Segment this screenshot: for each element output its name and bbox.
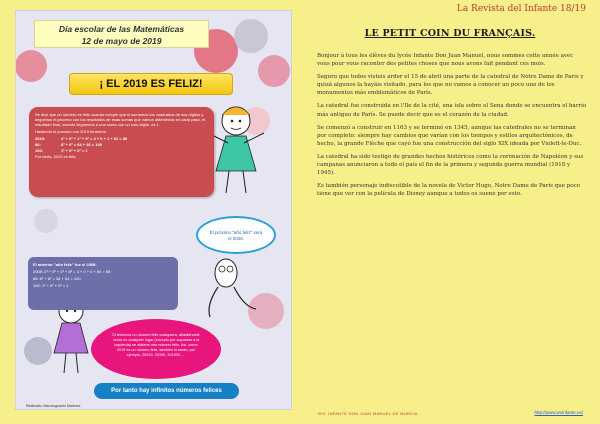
poster-title-line1: Día escolar de las Matemáticas <box>58 24 185 34</box>
happy-year-banner: ¡ EL 2019 ES FELIZ! <box>69 73 233 95</box>
explanation-conclusion: Por tanto, 2019 es feliz. <box>35 154 78 159</box>
math-poster <box>15 10 292 410</box>
girl-figure-bottom <box>54 299 88 373</box>
article-paragraph: La catedral fue construida en l'Ile de la cité, una isla sobre el Sena donde se encuentra el barrio más antiguo de París. Se puede decir que es el corazón de la ciudad. <box>317 103 587 118</box>
happy-number-explanation <box>29 107 214 197</box>
explanation-process: Haciendo el proceso con 2019 tenemos: <box>35 129 107 134</box>
previous-year-line: 68: 6² + 8² = 36 + 64 = 100 <box>33 276 81 281</box>
article-paragraph: Se comenzó a construir en 1163 y se terminó en 1345, aunque las catedrales no se terminan por completo: siempre hay cambios que varían con los tiempos y estilos arquitectónicos, de hecho, la grande Flèche que cayó fue una construcción del siglo XIX ideada por Violett-le-Duc. <box>317 124 582 147</box>
poster-author: Realizado: Macotoguardo Martínez <box>26 404 81 408</box>
article-paragraph: Es también personaje indiscutible de la novela de Victor Hugo, Notre Dame de Paris que poco tiene que ver con la película de Disney aunque a todos os suene por esto. <box>317 183 580 198</box>
article-paragraph: Seguro que todos visteis arder el 15 de abril una parte de la catedral de Notre Dame de Paris y quizá algunos la hayáis visitado, para los que no vamos a conocer un poco uno de los monumentos más emblemáticos de París. <box>317 74 584 97</box>
journal-header: La Revista del Infante 18/19 <box>456 4 586 14</box>
previous-year-title: El anterior "año feliz" fue el 2008: <box>33 262 97 267</box>
step-row: 2019: 2² + 0² + 1² + 9² = 4 + 0 + 1 + 81 = 86 <box>35 136 128 141</box>
article-page <box>300 0 600 424</box>
zeros-property-ellipse: Si tenemos un número feliz cualquiera, añadiéndole ceros en cualquier lugar (excepto por supuesto a la izquierda) se obtiene otro número feliz. Así, como 2019 es un número feliz, también lo serán, por ejemplo, 20019, 20190, 201900, ... <box>91 319 221 379</box>
poster-title-line2: 12 de mayo de 2019 <box>81 36 162 46</box>
school-footer: IES. INFANTE DON JUAN MANUEL DE MURCIA <box>318 411 418 416</box>
previous-happy-year-box <box>28 257 178 310</box>
explanation-intro: Se dice que un número es feliz cuando cumple que si sumamos los cuadrados de sus dígitos y seguimos el proceso con los resultados de esas sumas que vamos obteniendo en cada paso, el resultado final, cuando lleguemos a una suma con un solo dígito, es 1. <box>35 112 206 127</box>
article-paragraph: La catedral ha sido testigo de grandes hechos históricos como la coronación de Napoléon y sus campanas anunciaron a todo el país el fin de la primera y segunda guerra mundial (1918 y 1945). <box>317 153 584 177</box>
article-body <box>317 52 587 203</box>
infinite-happy-numbers-footer: Por tanto hay infinitos números felices <box>94 383 239 399</box>
next-happy-year-bubble: El próximo "año feliz" será el 2026. <box>196 216 276 254</box>
previous-year-line: 100: 1² + 0² + 0² = 1 <box>33 283 69 288</box>
step-row: 86: 8² + 6² = 64 + 36 = 100 <box>35 142 102 147</box>
step-row: 100: 1² + 0² + 0² = 1 <box>35 148 88 153</box>
article-paragraph: Bonjour à tous les élèves du lycée Infante Don Juan Manuel, nous sommes cette année avec vous pour vous raconter des petites choses que nous avons fait pendant ces mois. <box>317 53 574 68</box>
previous-year-line: 2008: 2² + 0² + 0² + 8² = 4 + 0 + 0 + 64 = 68 <box>33 269 111 274</box>
school-website-link[interactable]: http://www.iesinfante.es/ <box>534 410 583 415</box>
poster-title <box>34 20 209 48</box>
article-headline: LE PETIT COIN DU FRANÇAIS. <box>364 28 536 39</box>
